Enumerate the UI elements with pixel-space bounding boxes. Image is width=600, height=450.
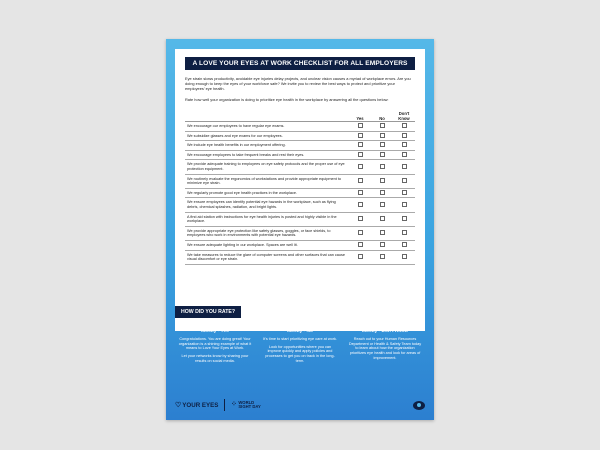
checkbox-yes[interactable] bbox=[358, 190, 363, 195]
rating-mostly-no bbox=[263, 329, 337, 367]
checkbox-dont-know[interactable] bbox=[402, 178, 407, 183]
column-yes: Yes bbox=[356, 116, 364, 121]
rate-instructions: Rate how well your organization is doing to prioritize eye health in the workplace by answering all the questions below: bbox=[185, 97, 389, 102]
rating-results bbox=[178, 329, 422, 367]
checklist-row bbox=[185, 141, 415, 151]
rating-text: Look for opportunities where you can improve quickly and apply policies and processes to get you on track in the long-term. bbox=[265, 344, 335, 363]
poster-footer bbox=[175, 397, 425, 413]
intro-paragraph: Eye strain slows productivity, avoidable eye injuries delay projects, and unclear vision causes a myriad of workplace errors. Are you doing enough to keep the eyes of your workforce safe? We invite you to review the best ways to protect and prioritize your employees' eye health. bbox=[185, 76, 411, 91]
checklist-question: We encourage employees to take frequent breaks and rest their eyes. bbox=[187, 152, 305, 157]
checkbox-no[interactable] bbox=[380, 242, 385, 247]
checklist-question: We provide appropriate eye protection like safety glasses, goggles, or face shields, to employees who work in environments with potential eye hazards. bbox=[187, 228, 331, 238]
checkbox-dont-know[interactable] bbox=[402, 230, 407, 235]
checklist-question: We regularly promote good eye health practices in the workplace. bbox=[187, 190, 298, 195]
rating-text: Reach out to your Human Resources Department or Health & Safety Team today to learn about how the organization prioritizes eye health and look for areas of improvement. bbox=[348, 337, 422, 360]
checklist-row bbox=[185, 241, 415, 251]
checklist-row bbox=[185, 198, 415, 212]
checkbox-no[interactable] bbox=[380, 254, 385, 259]
checklist-panel bbox=[175, 49, 425, 331]
checklist-row bbox=[185, 151, 415, 161]
checklist-row bbox=[185, 189, 415, 199]
wsd-sight-day: SIGHT DAY bbox=[238, 404, 261, 409]
checkbox-yes[interactable] bbox=[358, 152, 363, 157]
checklist-question: We include eye health benefits in our employment offering. bbox=[187, 143, 286, 148]
rating-text: It's time to start prioritizing eye care at work. bbox=[263, 337, 337, 341]
heart-icon: ♡ bbox=[175, 402, 182, 409]
checklist-row bbox=[185, 122, 415, 132]
checklist-row bbox=[185, 132, 415, 142]
rating-title: Mostly - Don't Know bbox=[362, 329, 408, 334]
checkbox-dont-know[interactable] bbox=[402, 242, 407, 247]
checkbox-no[interactable] bbox=[380, 123, 385, 128]
checklist-question: We routinely evaluate the ergonomics of workstations and provide appropriate equipment to minimize eye strain. bbox=[187, 176, 342, 186]
poster-title: A LOVE YOUR EYES AT WORK CHECKLIST FOR ALL EMPLOYERS bbox=[185, 57, 415, 70]
checklist-row bbox=[185, 213, 415, 227]
checklist-row bbox=[185, 251, 415, 265]
checklist-question: A first aid station with instructions for eye health injuries is posted and highly visible in the workplace. bbox=[187, 214, 337, 224]
love-your-eyes-logo bbox=[175, 401, 218, 409]
checklist-question: We subsidize glasses and eye exams for our employees. bbox=[187, 133, 283, 138]
checklist-poster bbox=[166, 39, 434, 420]
rating-heading: HOW DID YOU RATE? bbox=[175, 306, 241, 318]
checkbox-dont-know[interactable] bbox=[402, 123, 407, 128]
checkbox-no[interactable] bbox=[380, 230, 385, 235]
checkbox-dont-know[interactable] bbox=[402, 254, 407, 259]
rating-title: Mostly - Yes bbox=[201, 329, 229, 334]
checkbox-dont-know[interactable] bbox=[402, 164, 407, 169]
checklist-row bbox=[185, 227, 415, 241]
world-sight-day-icon: ⁘ bbox=[230, 400, 237, 408]
world-sight-day-logo bbox=[231, 401, 261, 410]
rating-mostly-dont-know bbox=[348, 329, 422, 367]
checkbox-yes[interactable] bbox=[358, 254, 363, 259]
checkbox-dont-know[interactable] bbox=[402, 142, 407, 147]
iapb-eye-icon bbox=[413, 401, 425, 410]
rating-title: Mostly - No bbox=[287, 329, 313, 334]
checklist-table bbox=[185, 109, 415, 265]
rating-mostly-yes bbox=[178, 329, 252, 367]
checkbox-yes[interactable] bbox=[358, 202, 363, 207]
checkbox-dont-know[interactable] bbox=[402, 216, 407, 221]
footer-divider bbox=[224, 399, 225, 411]
checklist-row bbox=[185, 160, 415, 174]
checklist-question: We encourage our employees to have regular eye exams. bbox=[187, 124, 285, 128]
checklist-question: We take measures to reduce the glare of computer screens and other surfaces that can cause visual discomfort or eye strain. bbox=[187, 252, 346, 262]
checkbox-yes[interactable] bbox=[358, 133, 363, 138]
checkbox-yes[interactable] bbox=[358, 178, 363, 183]
checkbox-yes[interactable] bbox=[358, 216, 363, 221]
checkbox-no[interactable] bbox=[380, 178, 385, 183]
checkbox-dont-know[interactable] bbox=[402, 190, 407, 195]
checkbox-dont-know[interactable] bbox=[402, 152, 407, 157]
table-header bbox=[185, 109, 415, 122]
checkbox-dont-know[interactable] bbox=[402, 133, 407, 138]
checkbox-no[interactable] bbox=[380, 202, 385, 207]
checklist-question: We provide adequate training to employees on eye safety protocols and the proper use of eye protection equipment. bbox=[187, 162, 345, 171]
checkbox-no[interactable] bbox=[380, 164, 385, 169]
checkbox-no[interactable] bbox=[380, 190, 385, 195]
checkbox-no[interactable] bbox=[380, 142, 385, 147]
checklist-question: We ensure adequate lighting in our workplace. Spaces are well lit. bbox=[187, 242, 298, 247]
column-no: No bbox=[379, 116, 385, 121]
checkbox-yes[interactable] bbox=[358, 242, 363, 247]
rating-text: Let your networks know by sharing your results on social media. bbox=[181, 354, 249, 363]
checkbox-yes[interactable] bbox=[358, 230, 363, 235]
checklist-row bbox=[185, 175, 415, 189]
checkbox-no[interactable] bbox=[380, 216, 385, 221]
wsd-world: WORLD bbox=[238, 399, 255, 405]
rating-text: Congratulations. You are doing great! Your organization is a shining example of what it means to Love Your Eyes at Work. bbox=[178, 337, 252, 351]
checklist-question: We ensure employees can identify potential eye hazards in the workplace, such as flying debris, chemical splashes, radiation, and bright lights. bbox=[187, 200, 336, 209]
checkbox-yes[interactable] bbox=[358, 142, 363, 147]
logo-text: YOUR EYES bbox=[182, 401, 219, 409]
checkbox-no[interactable] bbox=[380, 133, 385, 138]
checkbox-dont-know[interactable] bbox=[402, 202, 407, 207]
checkbox-no[interactable] bbox=[380, 152, 385, 157]
column-dont-know: Don't Know bbox=[398, 111, 410, 121]
checkbox-yes[interactable] bbox=[358, 164, 363, 169]
checkbox-yes[interactable] bbox=[358, 123, 363, 128]
